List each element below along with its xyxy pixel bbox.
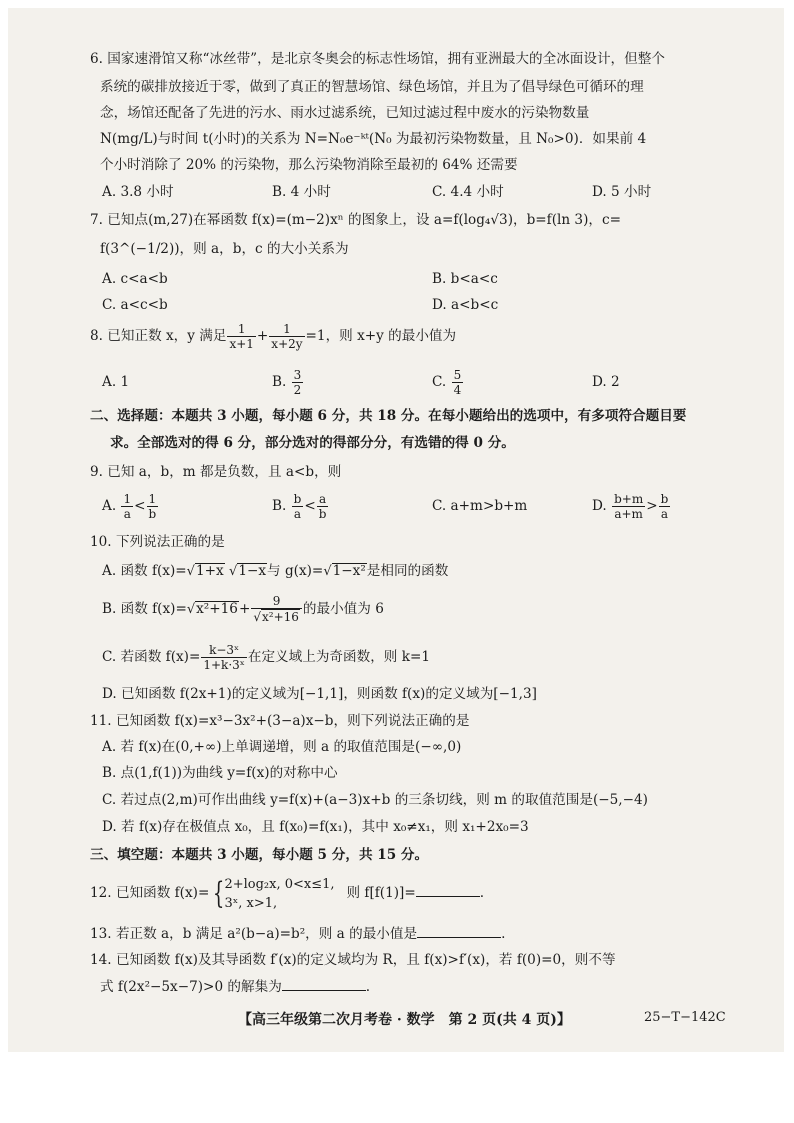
q9-d-frac-1 <box>612 492 645 521</box>
q8-fraction-2 <box>269 322 304 351</box>
q10-c-den: 1+k·3ˣ <box>203 658 245 672</box>
q10-a-root-1: 1+x <box>195 563 224 579</box>
q8-option-c-label: C. <box>432 374 447 390</box>
q10-b-fraction <box>251 594 302 625</box>
q8-c-num: 5 <box>453 368 462 382</box>
page-footer-code: 25−T−142C <box>644 1010 726 1025</box>
q8-option-b-fraction <box>292 368 304 397</box>
q10-b-pre: B. 函数 f(x)= <box>102 601 187 617</box>
q6-line-4: N(mg/L)与时间 t(小时)的关系为 N=N₀e⁻ᵏᵗ(N₀ 为最初污染物数量，且 N₀>0)．如果前 4 <box>100 131 647 147</box>
q9-b-d1: a <box>293 507 302 521</box>
q13-answer-blank[interactable] <box>417 937 501 938</box>
q9-d-frac-2 <box>659 492 671 521</box>
q9-option-a <box>102 489 159 523</box>
q8-stem-post: =1，则 x+y 的最小值为 <box>305 328 457 344</box>
q8-option-b-label: B. <box>272 374 287 390</box>
q9-a-frac-1 <box>121 492 133 521</box>
q13-stem <box>90 925 505 943</box>
q6-line-1: 6. 国家速滑馆又称“冰丝带”，是北京冬奥会的标志性场馆，拥有亚洲最大的全冰面设计，但整个 <box>90 51 665 67</box>
q12-brace: { <box>213 875 225 911</box>
section-2-heading-line-2: 求。全部选对的得 6 分，部分选对的得部分分，有选错的得 0 分。 <box>110 435 515 451</box>
q13-pre: 13. 若正数 a，b 满足 a²(b−a)=b²，则 a 的最小值是 <box>90 926 418 942</box>
q9-a-n1: 1 <box>123 492 132 506</box>
q9-a-d1: a <box>123 507 131 521</box>
q14-answer-blank[interactable] <box>282 990 366 991</box>
q9-d-n1: b+m <box>614 492 644 506</box>
q12-post: 则 f[f(1)]= <box>346 885 416 901</box>
q12-stem <box>90 871 484 915</box>
q10-b-root: x²+16 <box>196 601 238 617</box>
q9-b-n2: a <box>317 492 329 507</box>
section-3-heading: 三、填空题：本题共 3 小题，每小题 5 分，共 15 分。 <box>90 847 429 863</box>
q9-d-label: D. <box>592 498 607 514</box>
q8-f2-num: 1 <box>269 322 304 337</box>
q9-d-op: > <box>646 498 658 514</box>
q8-stem-pre: 8. 已知正数 x，y 满足 <box>90 328 227 344</box>
q14-end: . <box>365 979 371 995</box>
q8-b-den: 2 <box>293 383 302 397</box>
q9-d-d2: a <box>660 507 669 521</box>
q7-line-1: 7. 已知点(m,27)在幂函数 f(x)=(m−2)xⁿ 的图象上，设 a=f(log₄√3)，b=f(ln 3)，c= <box>90 212 621 228</box>
q13-end: . <box>501 926 506 942</box>
q8-f1-den: x+1 <box>229 337 254 351</box>
q12-case-1: 2+log₂x, 0<x≤1, <box>224 876 335 892</box>
q10-c-fraction <box>201 643 247 672</box>
q9-a-frac-2 <box>147 492 159 521</box>
q11-option-c: C. 若过点(2,m)可作出曲线 y=f(x)+(a−3)x+b 的三条切线，则 m 的取值范围是(−5,−4) <box>102 792 648 808</box>
page-footer-title: 【高三年级第二次月考卷 · 数学 第 2 页(共 4 页)】 <box>238 1012 571 1028</box>
q9-d-n2: b <box>660 492 669 506</box>
q10-b-den: √x²+16 <box>253 610 299 624</box>
q6-option-d: D. 5 小时 <box>592 184 652 200</box>
q8-f1-num: 1 <box>227 322 255 337</box>
section-2-heading-line-1: 二、选择题：本题共 3 小题，每小题 6 分，共 18 分。在每小题给出的选项中，有多项符合题目要 <box>90 408 687 424</box>
q10-option-d: D. 已知函数 f(2x+1)的定义域为[−1,1]，则函数 f(x)的定义域为[−1,3] <box>102 686 537 702</box>
q12-pre: 12. 已知函数 f(x)= <box>90 885 210 901</box>
q11-option-d: D. 若 f(x)存在极值点 x₀，且 f(x₀)=f(x₁)，其中 x₀≠x₁，则 x₁+2x₀=3 <box>102 819 529 835</box>
q9-option-c: C. a+m>b+m <box>432 498 528 514</box>
q8-stem <box>90 319 456 353</box>
q8-option-a: A. 1 <box>102 374 130 390</box>
q9-a-op: < <box>134 498 146 514</box>
q12-end: . <box>479 885 485 901</box>
q10-a-root-3: 1−x² <box>332 563 366 579</box>
q6-line-3: 念，场馆还配备了先进的污水、雨水过滤系统，已知过滤过程中废水的污染物数量 <box>100 105 590 121</box>
q6-option-a: A. 3.8 小时 <box>102 184 174 200</box>
q6-option-c: C. 4.4 小时 <box>432 184 504 200</box>
q9-option-b <box>272 489 329 523</box>
q10-b-plus: + <box>238 601 251 617</box>
q6-option-b: B. 4 小时 <box>272 184 331 200</box>
q10-option-a: A. 函数 f(x)=√1+x √1−x与 g(x)=√1−x²是相同的函数 <box>102 563 449 579</box>
q12-answer-blank[interactable] <box>416 896 480 897</box>
q10-option-b: B. 函数 f(x)=√x²+16+ $\frac{9}{\text{√x²+16}}$ 的最小值为 6 <box>102 594 384 624</box>
q7-option-b: B. b<a<c <box>432 271 498 287</box>
q10-stem: 10. 下列说法正确的是 <box>90 534 225 550</box>
q9-b-frac-2 <box>317 492 329 521</box>
q14-pre: 式 f(2x²−5x−7)>0 的解集为 <box>100 979 282 995</box>
q14-line-2 <box>100 978 370 996</box>
exam-page <box>8 8 784 1052</box>
q8-option-b <box>272 365 304 399</box>
q9-b-d2: b <box>318 507 327 521</box>
q6-line-2: 系统的碳排放接近于零，做到了真正的智慧场馆、绿色场馆，并且为了倡导绿色可循环的理 <box>100 79 644 95</box>
q10-a-pre: A. 函数 f(x)= <box>102 563 187 579</box>
q10-a-mid: 与 g(x)= <box>267 563 324 579</box>
q9-stem: 9. 已知 a，b，m 都是负数，且 a<b，则 <box>90 464 342 480</box>
q10-b-den-root: x²+16 <box>262 610 299 624</box>
q10-c-post: 在定义域上为奇函数，则 k=1 <box>247 649 430 665</box>
q9-d-d1: a+m <box>614 507 643 521</box>
q14-line-1: 14. 已知函数 f(x)及其导函数 f′(x)的定义域均为 R，且 f(x)>f′(x)，若 f(0)=0，则不等 <box>90 952 616 968</box>
q7-option-d: D. a<b<c <box>432 297 499 313</box>
q8-option-d: D. 2 <box>592 374 620 390</box>
q9-a-label: A. <box>102 498 117 514</box>
q8-b-num: 3 <box>293 368 302 382</box>
q10-c-pre: C. 若函数 f(x)= <box>102 649 201 665</box>
q8-fraction-1 <box>227 322 255 351</box>
q11-option-b: B. 点(1,f(1))为曲线 y=f(x)的对称中心 <box>102 765 338 781</box>
q10-a-post: 是相同的函数 <box>366 563 449 579</box>
q8-plus: + <box>256 328 269 344</box>
q10-a-root-2: 1−x <box>238 563 267 579</box>
q10-c-num: k−3ˣ <box>201 643 247 658</box>
q7-line-2: f(3^(−1/2))，则 a，b，c 的大小关系为 <box>100 241 349 257</box>
q10-b-post: 的最小值为 6 <box>302 601 384 617</box>
q8-c-den: 4 <box>453 383 462 397</box>
q8-option-c <box>432 365 464 399</box>
q9-option-d <box>592 489 671 523</box>
q9-a-d2: b <box>148 507 157 521</box>
q11-stem: 11. 已知函数 f(x)=x³−3x²+(3−a)x−b，则下列说法正确的是 <box>90 713 470 729</box>
q9-a-n2: 1 <box>147 492 159 507</box>
q7-option-a: A. c<a<b <box>102 271 168 287</box>
q12-case-2: 3ˣ, x>1, <box>224 895 278 911</box>
q11-option-a: A. 若 f(x)在(0,+∞)上单调递增，则 a 的取值范围是(−∞,0) <box>102 739 462 755</box>
q10-b-num: 9 <box>251 594 302 609</box>
q8-option-c-fraction <box>452 368 464 397</box>
q10-option-c <box>102 639 430 675</box>
q7-option-c: C. a<c<b <box>102 297 168 313</box>
q9-b-label: B. <box>272 498 287 514</box>
q12-piecewise <box>224 875 334 913</box>
q9-b-n1: b <box>293 492 302 506</box>
q8-f2-den: x+2y <box>271 337 303 351</box>
q9-b-op: < <box>304 498 316 514</box>
q6-line-5: 个小时消除了 20% 的污染物，那么污染物消除至最初的 64% 还需要 <box>100 157 518 173</box>
q9-b-frac-1 <box>292 492 304 521</box>
